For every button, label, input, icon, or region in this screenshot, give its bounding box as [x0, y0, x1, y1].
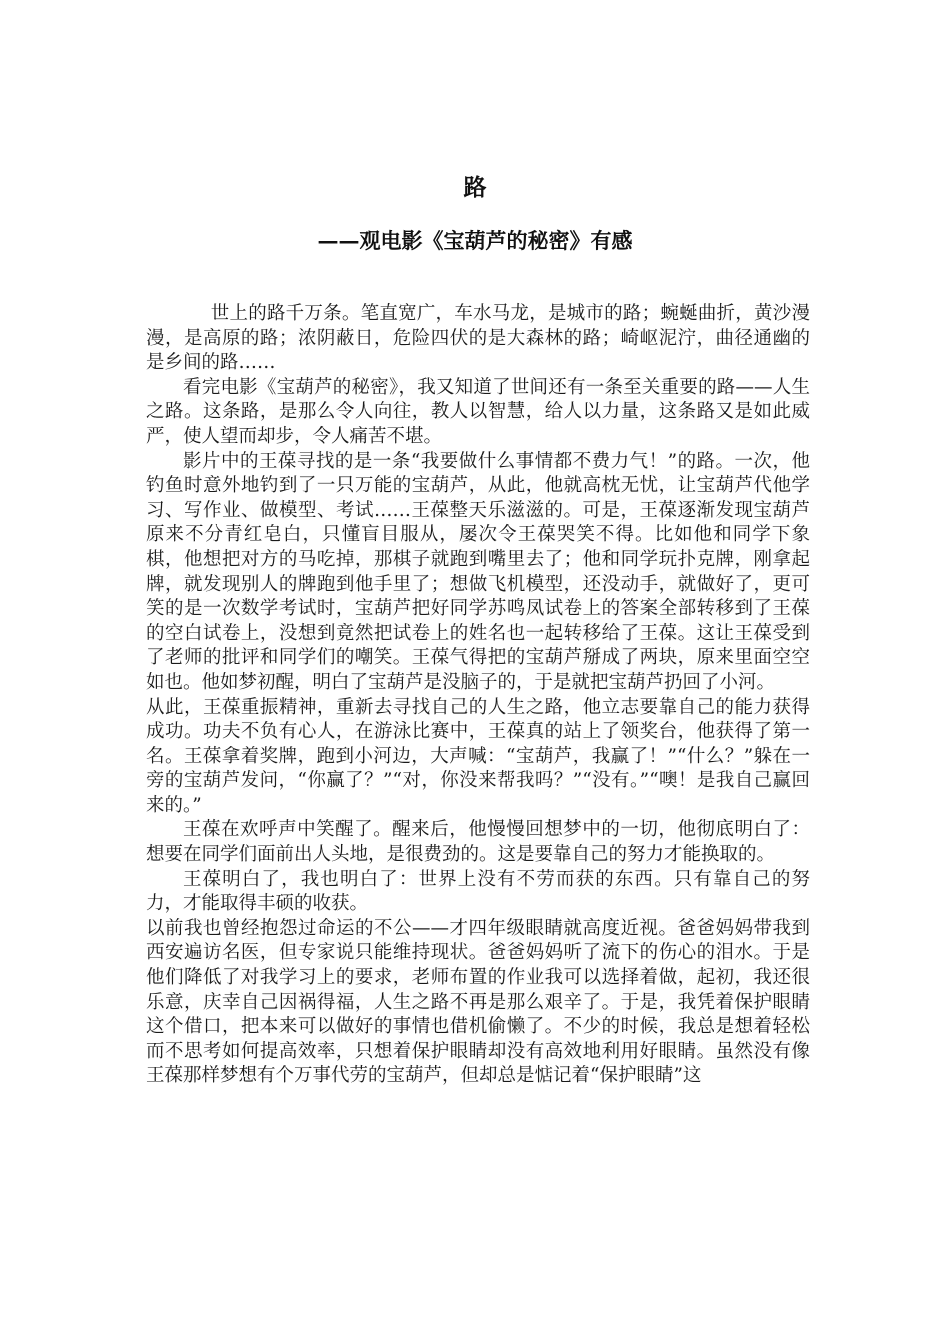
body-paragraph: 王葆明白了，我也明白了：世界上没有不劳而获的东西。只有靠自己的努力，才能取得丰硕的收获。: [146, 868, 810, 915]
body-paragraph: 王葆在欢呼声中笑醒了。醒来后，他慢慢回想梦中的一切，他彻底明白了：想要在同学们面前出人头地，是很费劲的。这是要靠自己的努力才能换取的。: [146, 819, 810, 866]
body-paragraph: 世上的路千万条。笔直宽广，车水马龙，是城市的路；蜿蜒曲折，黄沙漫漫，是高原的路；浓阴蔽日，危险四伏的是大森林的路；崎岖泥泞，曲径通幽的是乡间的路……: [146, 303, 810, 374]
document-subtitle: ——观电影《宝葫芦的秘密》有感: [317, 228, 633, 253]
document-body: [146, 302, 810, 1089]
document-title: 路: [463, 174, 487, 201]
body-paragraph: 影片中的王葆寻找的是一条“我要做什么事情都不费力气！”的路。一次，他钓鱼时意外地钓到了一只万能的宝葫芦，从此，他就高枕无忧，让宝葫芦代他学习、写作业、做模型、考试……王葆整天乐滋滋的。可是，王葆逐渐发现宝葫芦原来不分青红皂白，只懂盲目服从，屡次令王葆哭笑不得。比如他和同学下象棋，他想把对方的马吃掉，那棋子就跑到嘴里去了；他和同学玩扑克牌，刚拿起牌，就发现别人的牌跑到他手里了；想做飞机模型，还没动手，就做好了，更可笑的是一次数学考试时，宝葫芦把好同学苏鸣凤试卷上的答案全部转移到了王葆的空白试卷上，没想到竟然把试卷上的姓名也一起转移给了王葆。这让王葆受到了老师的批评和同学们的嘲笑。王葆气得把的宝葫芦掰成了两块，原来里面空空如也。他如梦初醒，明白了宝葫芦是没脑子的，于是就把宝葫芦扔回了小河。: [146, 450, 810, 693]
body-paragraph: 以前我也曾经抱怨过命运的不公——才四年级眼睛就高度近视。爸爸妈妈带我到西安遍访名医，但专家说只能维持现状。爸爸妈妈听了流下的伤心的泪水。于是他们降低了对我学习上的要求，老师布置的作业我可以选择着做，起初，我还很乐意，庆幸自己因祸得福，人生之路不再是那么艰辛了。于是，我凭着保护眼睛这个借口，把本来可以做好的事情也借机偷懒了。不少的时候，我总是想着轻松而不思考如何提高效率，只想着保护眼睛却没有高效地利用好眼睛。虽然没有像王葆那样梦想有个万事代劳的宝葫芦，但却总是惦记着“保护眼睛”这: [146, 917, 810, 1087]
body-paragraph: 看完电影《宝葫芦的秘密》，我又知道了世间还有一条至关重要的路——人生之路。这条路，是那么令人向往，教人以智慧，给人以力量，这条路又是如此威严，使人望而却步，令人痛苦不堪。: [146, 376, 810, 447]
body-paragraph: 从此，王葆重振精神，重新去寻找自己的人生之路，他立志要靠自己的能力获得成功。功夫不负有心人，在游泳比赛中，王葆真的站上了领奖台，他获得了第一名。王葆拿着奖牌，跑到小河边，大声喊：“宝葫芦，我赢了！”“什么？”躲在一旁的宝葫芦发问，“你赢了？”“对，你没来帮我吗？”“没有。”“噢！是我自己赢回来的。”: [146, 696, 810, 816]
